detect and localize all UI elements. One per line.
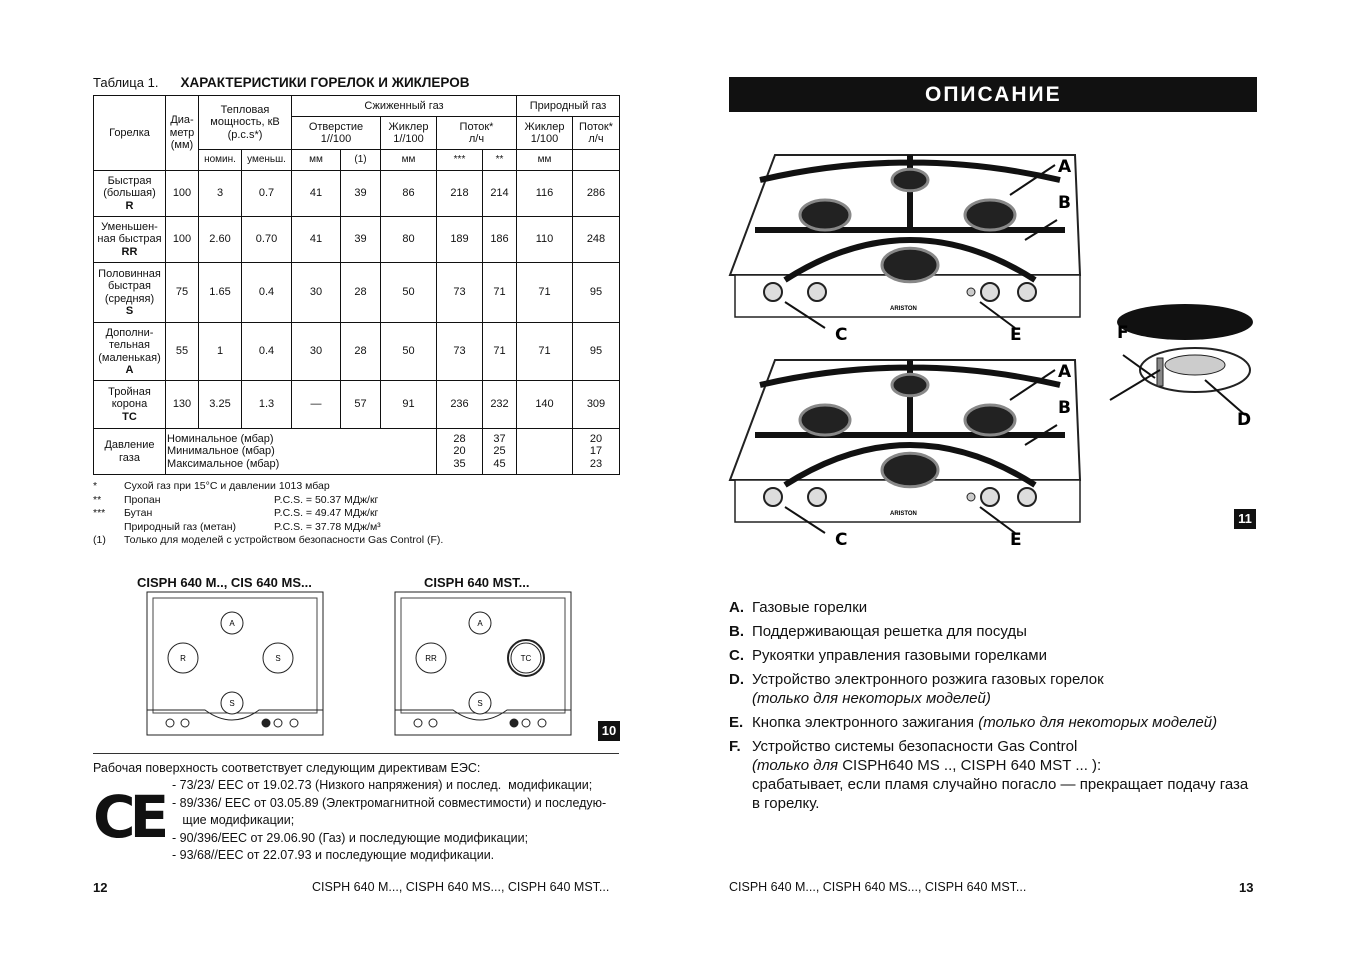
footnote-text: Природный газ (метан) [124, 520, 237, 533]
th-mm: мм [292, 150, 341, 171]
callout-label: A [1058, 157, 1072, 177]
item-text: Устройство системы безопасности Gas Control [752, 738, 1078, 755]
directive-item: - 89/336/ EEC от 03.05.89 (Электромагнитной совместимости) и последую- [172, 795, 607, 810]
cell: 100 [166, 217, 199, 263]
model-label-1: CISPH 640 M.., CIS 640 MS... [137, 575, 312, 590]
empty-cell [517, 429, 573, 475]
callout-label: B [1058, 193, 1071, 213]
burner [800, 405, 850, 435]
cell: 232 [483, 381, 517, 429]
callout-label: C [835, 325, 848, 345]
footnote-text: Пропан [124, 493, 161, 506]
knob [808, 488, 826, 506]
cell: 309 [573, 381, 620, 429]
list-item: C. Рукоятки управления газовыми горелками [729, 647, 1047, 664]
knob [764, 488, 782, 506]
knob-marker [262, 719, 270, 727]
table-row [94, 217, 620, 263]
cell: 71 [483, 323, 517, 381]
th-lpg: Сжиженный газ [292, 96, 517, 117]
list-item-f [729, 737, 1259, 813]
cell: 28 [341, 323, 381, 381]
cell: 116 [517, 171, 573, 217]
footnote-mark: * [93, 480, 98, 492]
cell: 95 [573, 263, 620, 323]
footnote-text: Сухой газ при 15°С и давлении 1013 мбар [124, 480, 330, 492]
burner-name: Уменьшен- ная быстрая RR [94, 217, 166, 263]
ignition-button [967, 288, 975, 296]
cell: 0.4 [242, 263, 292, 323]
th-power: Тепловая мощность, кВ (p.c.s*) [199, 96, 292, 150]
th-ng-jet: Жиклер 1/100 [517, 117, 573, 150]
cell: 140 [517, 381, 573, 429]
th-burner: Горелка [94, 96, 166, 171]
directives-list [172, 777, 606, 865]
item-key: F. [729, 738, 741, 755]
th-mm: мм [381, 150, 437, 171]
page-number: 12 [93, 880, 108, 895]
th-butane: *** [437, 150, 483, 171]
cell: 286 [573, 171, 620, 217]
footnote-text: Только для моделей с устройством безопасности Gas Control (F). [124, 534, 444, 546]
cell: 50 [381, 263, 437, 323]
cell: 1.65 [199, 263, 242, 323]
cell: 39 [341, 171, 381, 217]
cell: 1.3 [242, 381, 292, 429]
cell: 214 [483, 171, 517, 217]
burner [882, 453, 938, 487]
table-row [94, 381, 620, 429]
footer-models: CISPH 640 M..., CISPH 640 MS..., CISPH 640 MST... [729, 880, 1027, 894]
burner-name: Тройная корона TC [94, 381, 166, 429]
item-note: (только для [752, 757, 843, 774]
cell: — [292, 381, 341, 429]
th-one: (1) [341, 150, 381, 171]
th-red: уменьш. [242, 150, 292, 171]
directive-item: - 90/396/EEC от 29.06.90 (Газ) и последующие модификации; [172, 830, 529, 845]
callout-label: E [1010, 325, 1022, 345]
footnote-value: P.C.S. = 50.37 МДж/кг [274, 493, 379, 506]
footnote-mark: ** [93, 493, 102, 506]
burner-name: Дополни- тельная (маленькая) A [94, 323, 166, 381]
cell: 2.60 [199, 217, 242, 263]
knob [981, 488, 999, 506]
th-mm: мм [517, 150, 573, 171]
callout-label: D [1237, 410, 1252, 430]
th-diameter: Диа- метр (мм) [166, 96, 199, 171]
burner [965, 405, 1015, 435]
list-item: D. Устройство электронного розжига газовых горелок (только для некоторых моделей) [729, 671, 1104, 707]
directives-intro: Рабочая поверхность соответствует следующим директивам ЕЭС: [93, 761, 481, 775]
hob-layout-2 [393, 590, 573, 740]
cell: 30 [292, 263, 341, 323]
knob-marker [429, 719, 437, 727]
list-item: E. Кнопка электронного зажигания (только для некоторых моделей) [729, 714, 1218, 731]
cell: 71 [517, 323, 573, 381]
cell: 0.4 [242, 323, 292, 381]
page-number: 13 [1239, 880, 1254, 895]
caption-label: Таблица 1. [93, 75, 159, 90]
knob [764, 283, 782, 301]
cell: 3 [199, 171, 242, 217]
cell: 41 [292, 171, 341, 217]
table-title: ХАРАКТЕРИСТИКИ ГОРЕЛОК И ЖИКЛЕРОВ [180, 75, 470, 90]
hob-illustrations [725, 140, 1270, 560]
knob [808, 283, 826, 301]
cell: 0.7 [242, 171, 292, 217]
burner-name: Половинная быстрая (средняя) S [94, 263, 166, 323]
cell: 86 [381, 171, 437, 217]
burner-code: RR [425, 654, 437, 663]
knob [981, 283, 999, 301]
callout-label: E [1010, 530, 1022, 550]
cell: 71 [517, 263, 573, 323]
cell: 73 [437, 323, 483, 381]
directive-item: щие модификации; [172, 813, 295, 827]
th-jet: Жиклер 1//100 [381, 117, 437, 150]
item-desc: срабатывает, если пламя случайно погасло — прекращает подачу газа в горелку. [752, 776, 1249, 812]
knob-marker [414, 719, 422, 727]
th-propane: ** [483, 150, 517, 171]
list-item: A. Газовые горелки [729, 599, 868, 616]
ignition-button [967, 493, 975, 501]
figure-number: 10 [598, 721, 620, 741]
cell: 71 [483, 263, 517, 323]
callout-label: A [1058, 362, 1072, 382]
knob [1018, 283, 1036, 301]
burner-code: A [477, 619, 483, 628]
cell: 218 [437, 171, 483, 217]
cell: 91 [381, 381, 437, 429]
cell: 186 [483, 217, 517, 263]
burner [892, 374, 928, 396]
knob-marker [510, 719, 518, 727]
directive-item: - 73/23/ EEC от 19.02.73 (Низкого напряжения) и послед. модификации; [172, 778, 593, 792]
cell: 57 [341, 381, 381, 429]
th-empty [573, 150, 620, 171]
knob-marker [290, 719, 298, 727]
cell: 236 [437, 381, 483, 429]
pressure-natural: 20 17 23 [573, 429, 620, 475]
cell: 1 [199, 323, 242, 381]
burner [965, 200, 1015, 230]
burner-code: A [229, 619, 235, 628]
footnote-mark: (1) [93, 534, 106, 546]
cell: 28 [341, 263, 381, 323]
cell: 95 [573, 323, 620, 381]
pressure-propane: 37 25 45 [483, 429, 517, 475]
callout-label: C [835, 530, 848, 550]
pressure-kinds: Номинальное (мбар) Минимальное (мбар) Максимальное (мбар) [166, 429, 381, 475]
th-nom: номин. [199, 150, 242, 171]
burner-code: R [180, 654, 186, 663]
cell: 39 [341, 217, 381, 263]
empty-cell [381, 429, 437, 475]
section-title: ОПИСАНИЕ [729, 77, 1257, 112]
callout-label: F [1117, 323, 1129, 343]
cell: 100 [166, 171, 199, 217]
burner-code: TC [520, 654, 532, 663]
th-flow: Поток* л/ч [437, 117, 517, 150]
cell: 3.25 [199, 381, 242, 429]
burner [800, 200, 850, 230]
knob-marker [274, 719, 282, 727]
table-row [94, 171, 620, 217]
cell: 75 [166, 263, 199, 323]
burner [882, 248, 938, 282]
table-caption [93, 75, 469, 90]
burner-code: S [275, 654, 281, 663]
brand: ARISTON [890, 511, 917, 517]
knob-marker [522, 719, 530, 727]
figure-number: 11 [1234, 509, 1256, 529]
cell: 73 [437, 263, 483, 323]
burner [892, 169, 928, 191]
ce-mark: CE [93, 783, 164, 851]
burner-name: Быстрая (большая) R [94, 171, 166, 217]
table-row [94, 263, 620, 323]
cell: 80 [381, 217, 437, 263]
th-orifice: Отверстие 1//100 [292, 117, 381, 150]
pressure-label: Давление газа [94, 429, 166, 475]
cell: 0.70 [242, 217, 292, 263]
divider [93, 753, 619, 754]
callout-label: B [1058, 398, 1071, 418]
pressure-butane: 28 20 35 [437, 429, 483, 475]
cell: 110 [517, 217, 573, 263]
knob-marker [181, 719, 189, 727]
cell: 189 [437, 217, 483, 263]
knob-marker [166, 719, 174, 727]
burner-cap [1117, 304, 1253, 340]
cell: 130 [166, 381, 199, 429]
model-label-2: CISPH 640 MST... [424, 575, 530, 590]
cell: 248 [573, 217, 620, 263]
footer-models: CISPH 640 M..., CISPH 640 MS..., CISPH 640 MST... [312, 880, 610, 894]
burner-code: S [477, 699, 483, 708]
footnote-value: P.C.S. = 49.47 МДж/кг [274, 507, 379, 519]
footnote-value: P.C.S. = 37.78 МДж/м³ [274, 520, 381, 533]
knob [1018, 488, 1036, 506]
item-models: CISPH640 MS .., CISPH 640 MST ... ): [842, 757, 1102, 774]
th-natural: Природный газ [517, 96, 620, 117]
cell: 30 [292, 323, 341, 381]
knob-marker [538, 719, 546, 727]
cell: 55 [166, 323, 199, 381]
table-row [94, 323, 620, 381]
footnote-mark: *** [93, 507, 106, 519]
th-ng-flow: Поток* л/ч [573, 117, 620, 150]
directive-item: - 93/68//EEC от 22.07.93 и последующие модификации. [172, 848, 495, 862]
cell: 50 [381, 323, 437, 381]
hob-layout-1 [145, 590, 325, 740]
brand: ARISTON [890, 306, 917, 312]
list-item: B. Поддерживающая решетка для посуды [729, 623, 1027, 640]
footnote-text: Бутан [124, 507, 153, 519]
cell: 41 [292, 217, 341, 263]
burner-spec-table [93, 95, 620, 475]
burner-code: S [229, 699, 235, 708]
